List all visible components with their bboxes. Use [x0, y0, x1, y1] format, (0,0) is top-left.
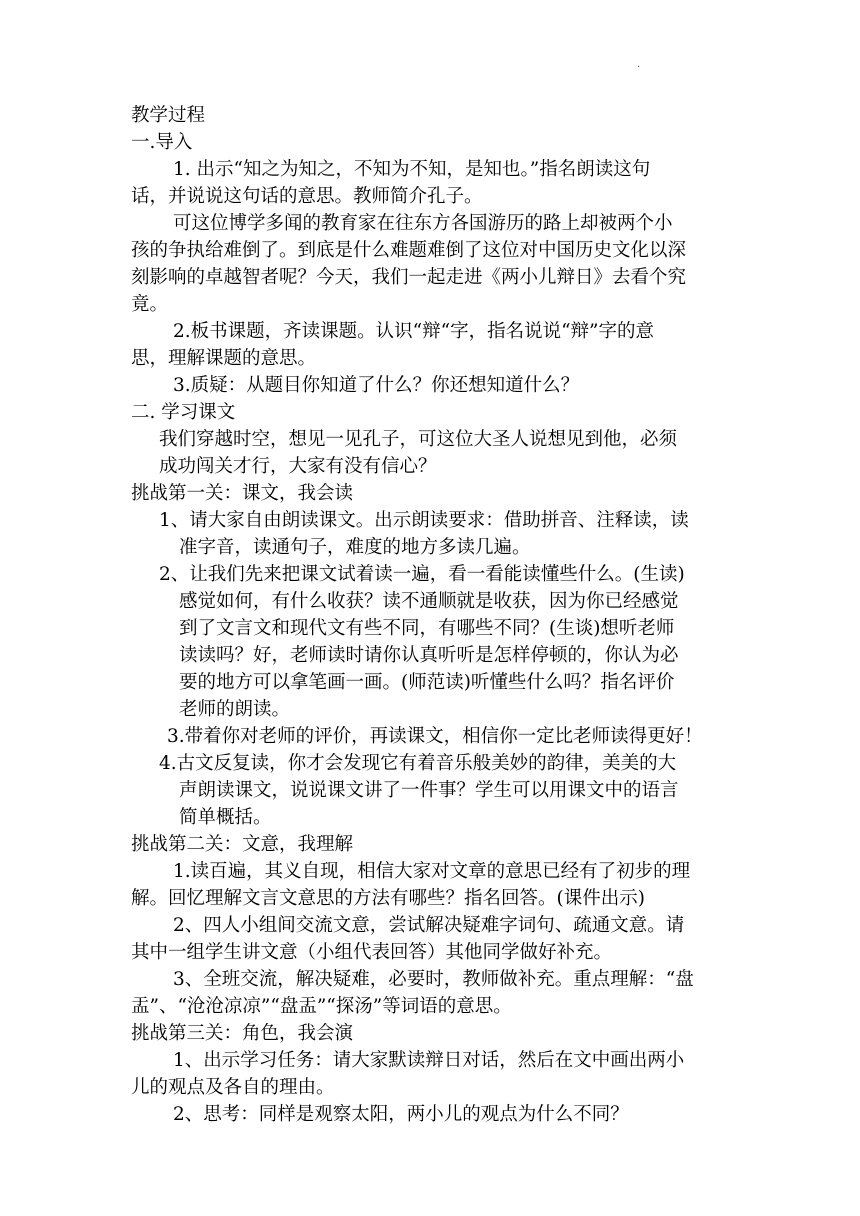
- heading-intro: 一.导入: [131, 132, 193, 153]
- paragraph-line: 儿的观点及各自的理由。: [131, 1077, 335, 1098]
- list-item-continuation: 感觉如何，有什么收获？读不通顺就是收获，因为你已经感觉: [179, 591, 679, 612]
- section-title: 教学过程: [131, 105, 206, 126]
- paragraph-line: 刻影响的卓越智者呢？今天，我们一起走进《两小儿辩日》去看个究: [131, 267, 687, 288]
- heading-challenge-2: 挑战第二关：文意，我理解: [131, 834, 354, 855]
- list-item-continuation: 准字音，读通句子，难度的地方多读几遍。: [179, 537, 531, 558]
- paragraph-line: 可这位博学多闻的教育家在往东方各国游历的路上却被两个小: [173, 213, 673, 234]
- heading-study: 二. 学习课文: [131, 402, 236, 423]
- paragraph-line: 话，并说说这句话的意思。教师简介孔子。: [131, 186, 483, 207]
- list-item: 2、让我们先来把课文试着读一遍，看一看能读懂些什么。(生读): [159, 564, 685, 585]
- paragraph-line: 成功闯关才行，大家有没有信心？: [159, 456, 437, 477]
- paragraph-line: 思，理解课题的意思。: [131, 348, 317, 369]
- heading-challenge-3: 挑战第三关：角色，我会演: [131, 1023, 354, 1044]
- paragraph-line: 竟。: [131, 294, 169, 315]
- list-item-continuation: 要的地方可以拿笔画一画。(师范读)听懂些什么吗？指名评价: [179, 672, 675, 693]
- paragraph-line: 我们穿越时空，想见一见孔子，可这位大圣人说想见到他，必须: [159, 429, 678, 450]
- list-item-continuation: 老师的朗读。: [179, 699, 291, 720]
- paragraph-line: 2、思考：同样是观察太阳，两小儿的观点为什么不同？: [173, 1104, 629, 1125]
- paragraph-line: 1、出示学习任务：请大家默读辩日对话，然后在文中画出两小: [173, 1050, 685, 1071]
- paragraph-line: 解。回忆理解文言文意思的方法有哪些？指名回答。(课件出示): [131, 888, 645, 909]
- list-item-continuation: 读读吗？好，老师读时请你认真听听是怎样停顿的，你认为必: [179, 645, 679, 666]
- header-dot: ·: [637, 62, 641, 73]
- paragraph-line: 3、全班交流，解决疑难，必要时，教师做补充。重点理解：“盘: [173, 969, 694, 990]
- list-item: 4.古文反复读，你才会发现它有着音乐般美妙的韵律，美美的大: [159, 753, 677, 774]
- paragraph-line: 1. 出示“知之为知之，不知为不知，是知也。”指名朗读这句: [173, 159, 651, 180]
- paragraph-line: 2.板书课题，齐读课题。认识“辩“字，指名说说“辩”字的意: [173, 321, 654, 342]
- paragraph-line: 3.质疑：从题目你知道了什么？你还想知道什么？: [173, 375, 580, 396]
- paragraph-line: 2、四人小组间交流文意，尝试解决疑难字词句、疏通文意。请: [173, 915, 685, 936]
- list-item-continuation: 简单概括。: [179, 807, 272, 828]
- paragraph-line: 盂”、“沧沧凉凉”“盘盂”“探汤”等词语的意思。: [131, 996, 512, 1017]
- list-item: 1、请大家自由朗读课文。出示朗读要求：借助拼音、注释读，读: [159, 510, 689, 531]
- paragraph-line: 1.读百遍，其义自现，相信大家对文章的意思已经有了初步的理: [173, 861, 691, 882]
- list-item-continuation: 声朗读课文，说说课文讲了一件事？学生可以用课文中的语言: [179, 780, 679, 801]
- paragraph-line: 孩的争执给难倒了。到底是什么难题难倒了这位对中国历史文化以深: [131, 240, 687, 261]
- list-item-continuation: 到了文言文和现代文有些不同，有哪些不同？(生谈)想听老师: [179, 618, 675, 639]
- heading-challenge-1: 挑战第一关：课文，我会读: [131, 483, 354, 504]
- list-item: 3.带着你对老师的评价，再读课文，相信你一定比老师读得更好！: [167, 726, 703, 747]
- paragraph-line: 其中一组学生讲文意（小组代表回答）其他同学做好补充。: [131, 942, 613, 963]
